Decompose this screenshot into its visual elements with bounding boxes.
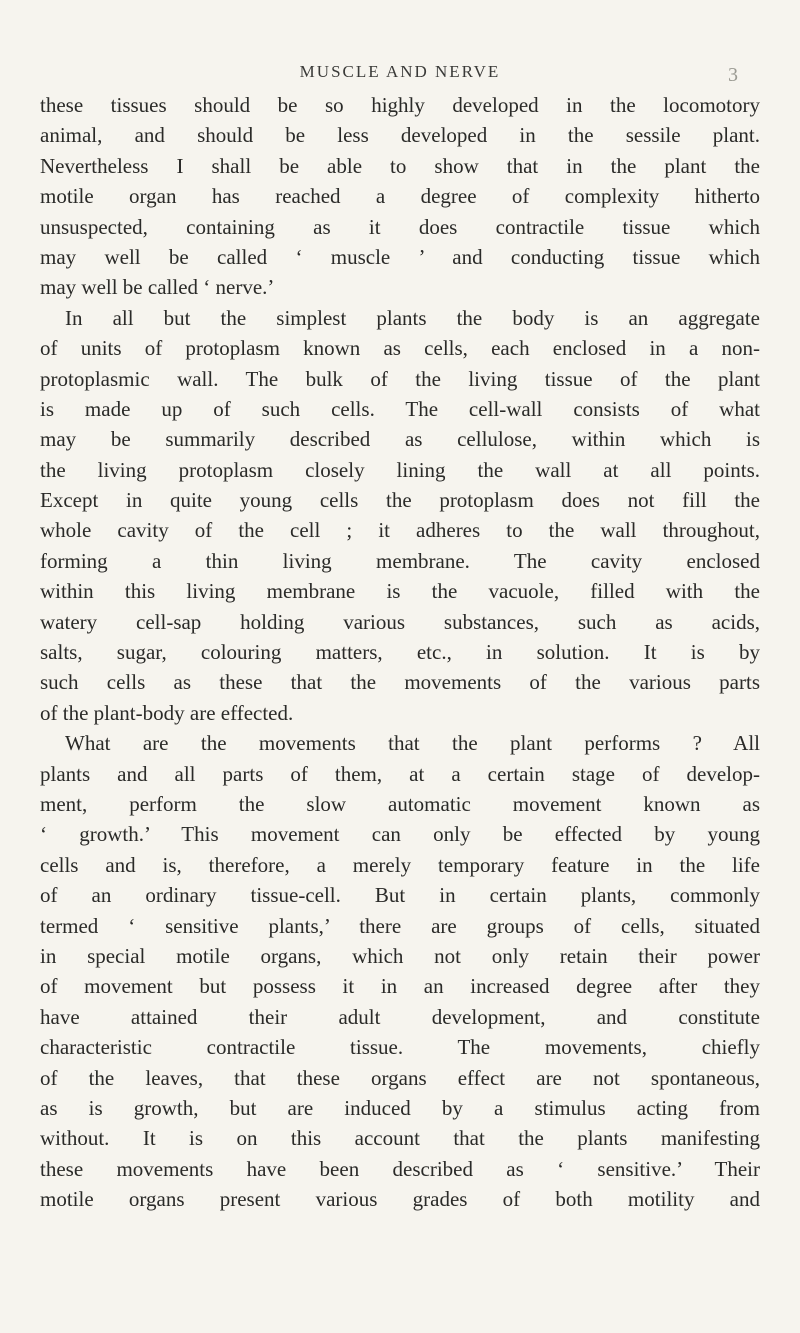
text-line: ment, perform the slow automatic movement known as — [40, 791, 760, 816]
text-line: of units of protoplasm known as cells, each enclosed in a non- — [40, 336, 760, 361]
text-line: plants and all parts of them, at a certain stage of develop- — [40, 761, 760, 786]
text-line: these tissues should be so highly developed in the locomotory — [40, 93, 760, 117]
text-line: protoplasmic wall. The bulk of the living tissue of the plant — [40, 366, 760, 391]
text-line: of movement but possess it in an increased degree after they — [40, 974, 760, 999]
text-line: have attained their adult development, and constitute — [40, 1004, 760, 1029]
body-text — [40, 90, 760, 1214]
text-line: may be summarily described as cellulose, within which is — [40, 427, 760, 452]
text-line: is made up of such cells. The cell-wall consists of what — [40, 396, 760, 421]
text-line: without. It is on this account that the plants manifesting — [40, 1126, 760, 1151]
text-line: unsuspected, containing as it does contractile tissue which — [40, 214, 760, 239]
text-line: may well be called ‘ nerve.’ — [40, 275, 275, 300]
text-line: Nevertheless I shall be able to show that in the plant the — [40, 153, 760, 178]
text-line: may well be called ‘ muscle ’ and conducting tissue which — [40, 244, 760, 269]
text-line: Except in quite young cells the protoplasm does not fill the — [40, 488, 760, 513]
text-line: motile organs present various grades of both motility and — [40, 1187, 760, 1212]
text-line: whole cavity of the cell ; it adheres to the wall throughout, — [40, 518, 760, 543]
running-head — [0, 62, 800, 86]
text-line: within this living membrane is the vacuole, filled with the — [40, 579, 760, 604]
running-title: MUSCLE AND NERVE — [299, 62, 501, 81]
page-number: 3 — [728, 64, 738, 86]
text-line: cells and is, therefore, a merely temporary feature in the life — [40, 852, 760, 877]
text-line: of the plant-body are effected. — [40, 700, 294, 725]
text-line: of an ordinary tissue-cell. But in certain plants, commonly — [40, 883, 760, 908]
text-line: salts, sugar, colouring matters, etc., in solution. It is by — [40, 640, 760, 665]
text-line: characteristic contractile tissue. The movements, chiefly — [40, 1035, 760, 1060]
text-line: these movements have been described as ‘ sensitive.’ Their — [40, 1156, 760, 1181]
text-line: forming a thin living membrane. The cavity enclosed — [40, 548, 760, 573]
text-line: animal, and should be less developed in the sessile plant. — [40, 123, 760, 148]
text-line: such cells as these that the movements of the various parts — [40, 670, 760, 695]
text-line: termed ‘ sensitive plants,’ there are groups of cells, situated — [40, 913, 760, 938]
text-line: as is growth, but are induced by a stimulus acting from — [40, 1095, 760, 1120]
text-line: of the leaves, that these organs effect are not spontaneous, — [40, 1065, 760, 1090]
text-line: in special motile organs, which not only retain their power — [40, 943, 760, 968]
text-line: the living protoplasm closely lining the wall at all points. — [40, 457, 760, 482]
text-line: ‘ growth.’ This movement can only be effected by young — [40, 822, 760, 847]
paragraph-start-line: What are the movements that the plant performs ? All — [65, 731, 760, 756]
text-line: watery cell-sap holding various substances, such as acids, — [40, 609, 760, 634]
text-line: motile organ has reached a degree of complexity hitherto — [40, 184, 760, 209]
paragraph-start-line: In all but the simplest plants the body is an aggregate — [65, 305, 760, 330]
